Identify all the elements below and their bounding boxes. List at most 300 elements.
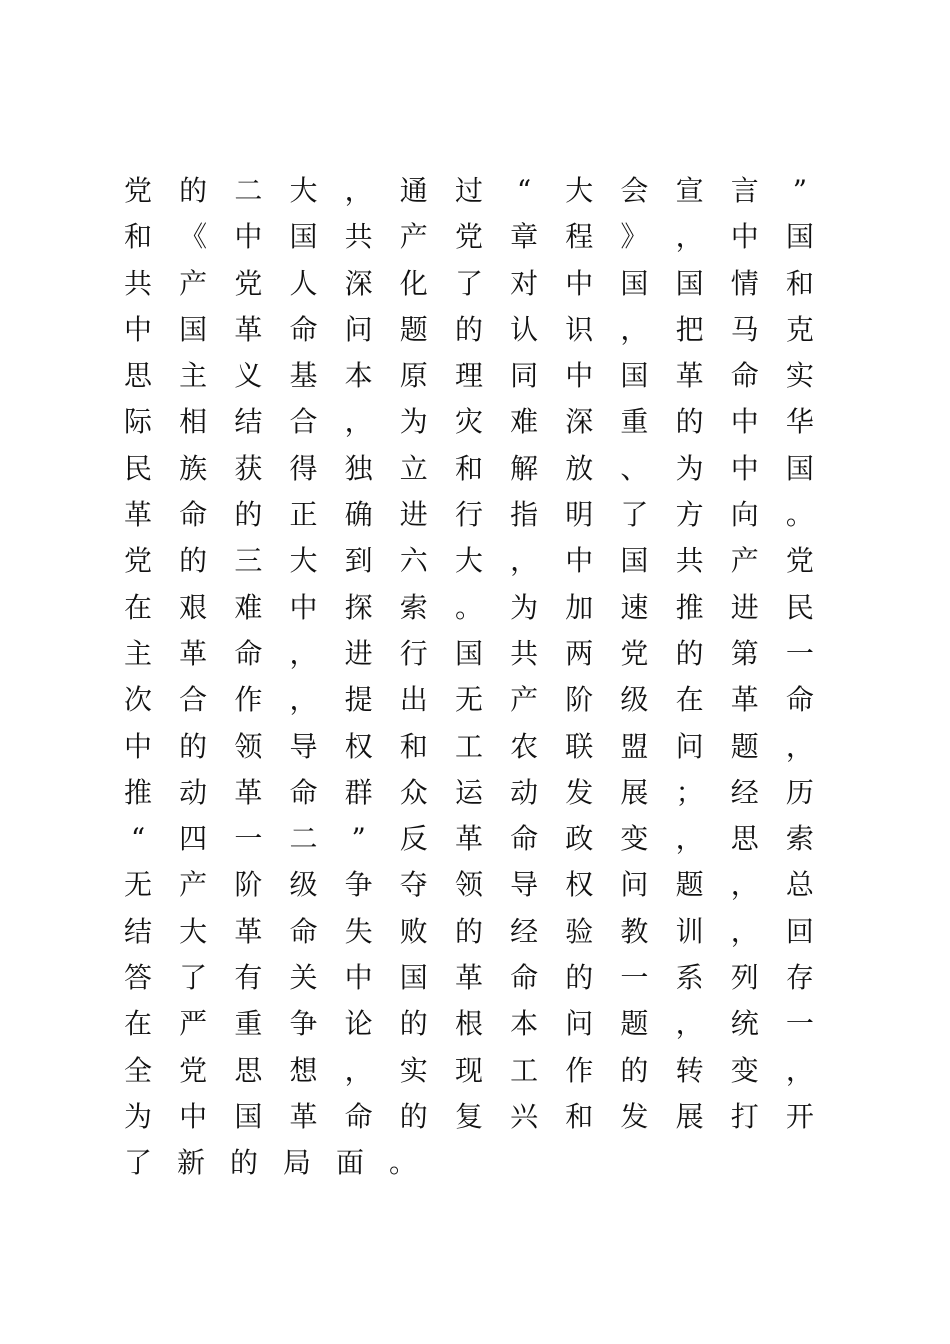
character: 的 bbox=[399, 1099, 428, 1133]
character: 难 bbox=[510, 405, 539, 439]
character: 党 bbox=[179, 1053, 208, 1087]
character: 合 bbox=[289, 405, 318, 439]
character: 革 bbox=[454, 822, 483, 856]
character: 争 bbox=[344, 868, 373, 902]
character: 的 bbox=[399, 1007, 428, 1041]
character: 政 bbox=[565, 822, 594, 856]
character: 华 bbox=[785, 405, 814, 439]
character: ， bbox=[510, 544, 539, 578]
character: 深 bbox=[565, 405, 594, 439]
character: ， bbox=[785, 729, 814, 763]
character: 了 bbox=[179, 961, 208, 995]
character: 革 bbox=[289, 1099, 318, 1133]
character: 化 bbox=[399, 266, 428, 300]
character: 群 bbox=[344, 775, 373, 809]
character: 的 bbox=[675, 405, 704, 439]
character: 本 bbox=[344, 359, 373, 393]
character: 结 bbox=[234, 405, 263, 439]
text-line bbox=[124, 261, 814, 307]
character: ， bbox=[785, 1053, 814, 1087]
character: 阶 bbox=[565, 683, 594, 717]
character: 展 bbox=[675, 1099, 704, 1133]
character: 在 bbox=[124, 590, 153, 624]
character: 通 bbox=[399, 174, 428, 207]
character: 现 bbox=[454, 1053, 483, 1087]
character: 章 bbox=[510, 220, 539, 254]
character: 国 bbox=[454, 636, 483, 670]
character: 验 bbox=[565, 914, 594, 948]
character: 的 bbox=[234, 498, 263, 532]
character: 局 bbox=[283, 1146, 312, 1180]
character: 问 bbox=[620, 868, 649, 902]
character: 艰 bbox=[179, 590, 208, 624]
character: 发 bbox=[565, 775, 594, 809]
character: 本 bbox=[510, 1007, 539, 1041]
character: 同 bbox=[510, 359, 539, 393]
character: 结 bbox=[124, 914, 153, 948]
character: 题 bbox=[675, 868, 704, 902]
character: 全 bbox=[124, 1053, 153, 1087]
body-text bbox=[124, 168, 814, 1187]
character: ， bbox=[289, 683, 318, 717]
character: 人 bbox=[289, 266, 318, 300]
character: 动 bbox=[179, 775, 208, 809]
character: 的 bbox=[454, 914, 483, 948]
character: ” bbox=[351, 822, 366, 856]
character: 阶 bbox=[234, 868, 263, 902]
character: 党 bbox=[620, 636, 649, 670]
character: 兴 bbox=[510, 1099, 539, 1133]
character: 无 bbox=[454, 683, 483, 717]
character: 情 bbox=[730, 266, 759, 300]
character: 的 bbox=[179, 729, 208, 763]
character: 和 bbox=[454, 451, 483, 485]
character: 族 bbox=[179, 451, 208, 485]
character: ， bbox=[730, 914, 759, 948]
character: 论 bbox=[344, 1007, 373, 1041]
character: 立 bbox=[399, 451, 428, 485]
character: 革 bbox=[234, 775, 263, 809]
character: 灾 bbox=[454, 405, 483, 439]
character: 的 bbox=[675, 636, 704, 670]
character: ； bbox=[675, 775, 704, 809]
character: 中 bbox=[730, 220, 759, 254]
character: 党 bbox=[454, 220, 483, 254]
character: 中 bbox=[565, 359, 594, 393]
character: 共 bbox=[510, 636, 539, 670]
character: 国 bbox=[399, 961, 428, 995]
character: 国 bbox=[785, 220, 814, 254]
character: 严 bbox=[179, 1007, 208, 1041]
character: 根 bbox=[454, 1007, 483, 1041]
text-line-last bbox=[124, 1140, 814, 1186]
character: 理 bbox=[454, 359, 483, 393]
character: 推 bbox=[124, 775, 153, 809]
character: 题 bbox=[620, 1007, 649, 1041]
character: 了 bbox=[620, 498, 649, 532]
character: 方 bbox=[675, 498, 704, 532]
character: 进 bbox=[399, 498, 428, 532]
character: 训 bbox=[675, 914, 704, 948]
character: 列 bbox=[730, 961, 759, 995]
character: ， bbox=[344, 174, 373, 207]
character: 中 bbox=[289, 590, 318, 624]
character: 命 bbox=[179, 498, 208, 532]
character: 命 bbox=[510, 961, 539, 995]
character: 过 bbox=[454, 174, 483, 207]
character: 和 bbox=[565, 1099, 594, 1133]
character: 了 bbox=[454, 266, 483, 300]
character: 和 bbox=[399, 729, 428, 763]
character: 想 bbox=[289, 1053, 318, 1087]
character: 联 bbox=[565, 729, 594, 763]
character: 为 bbox=[510, 590, 539, 624]
character: 导 bbox=[510, 868, 539, 902]
character: 面 bbox=[336, 1146, 365, 1180]
character: 命 bbox=[730, 359, 759, 393]
character: 的 bbox=[565, 961, 594, 995]
character: 作 bbox=[234, 683, 263, 717]
character: 进 bbox=[344, 636, 373, 670]
character: 推 bbox=[675, 590, 704, 624]
character: 产 bbox=[510, 683, 539, 717]
character: 夺 bbox=[399, 868, 428, 902]
character: 言 bbox=[730, 174, 759, 207]
character: 两 bbox=[565, 636, 594, 670]
character: 认 bbox=[510, 312, 539, 346]
text-line bbox=[124, 307, 814, 353]
character: 三 bbox=[234, 544, 263, 578]
character: 发 bbox=[620, 1099, 649, 1133]
character: 思 bbox=[730, 822, 759, 856]
text-line bbox=[124, 955, 814, 1001]
character: 权 bbox=[565, 868, 594, 902]
character: 。 bbox=[389, 1146, 418, 1180]
character: 国 bbox=[620, 544, 649, 578]
character: 命 bbox=[289, 312, 318, 346]
character: 国 bbox=[620, 359, 649, 393]
text-line bbox=[124, 585, 814, 631]
character: 中 bbox=[730, 451, 759, 485]
character: 行 bbox=[454, 498, 483, 532]
character: 基 bbox=[289, 359, 318, 393]
character: 为 bbox=[124, 1099, 153, 1133]
character: 民 bbox=[124, 451, 153, 485]
text-line bbox=[124, 538, 814, 584]
character: 大 bbox=[454, 544, 483, 578]
character: 新 bbox=[177, 1146, 206, 1180]
character: 历 bbox=[785, 775, 814, 809]
character: 解 bbox=[510, 451, 539, 485]
character: 领 bbox=[234, 729, 263, 763]
character: 革 bbox=[454, 961, 483, 995]
character: 革 bbox=[730, 683, 759, 717]
character: ” bbox=[792, 174, 808, 207]
character: 独 bbox=[344, 451, 373, 485]
character: 主 bbox=[179, 359, 208, 393]
character: 争 bbox=[289, 1007, 318, 1041]
character: 》 bbox=[620, 220, 649, 254]
character: 命 bbox=[289, 914, 318, 948]
character: 识 bbox=[565, 312, 594, 346]
character: 国 bbox=[179, 312, 208, 346]
character: 思 bbox=[234, 1053, 263, 1087]
character: 国 bbox=[785, 451, 814, 485]
character: 索 bbox=[785, 822, 814, 856]
character: 程 bbox=[565, 220, 594, 254]
character: 实 bbox=[785, 359, 814, 393]
character: 中 bbox=[565, 544, 594, 578]
text-line bbox=[124, 862, 814, 908]
character: 四 bbox=[179, 822, 208, 856]
text-line bbox=[124, 492, 814, 538]
character: 的 bbox=[179, 174, 208, 207]
character: 一 bbox=[785, 636, 814, 670]
character: 加 bbox=[565, 590, 594, 624]
character: 。 bbox=[454, 590, 483, 624]
character: ， bbox=[344, 405, 373, 439]
character: 党 bbox=[785, 544, 814, 578]
character: 确 bbox=[344, 498, 373, 532]
character: 中 bbox=[730, 405, 759, 439]
character: 在 bbox=[675, 683, 704, 717]
character: 合 bbox=[179, 683, 208, 717]
character: 产 bbox=[179, 266, 208, 300]
character: 命 bbox=[510, 822, 539, 856]
character: 相 bbox=[179, 405, 208, 439]
character: 了 bbox=[124, 1146, 153, 1180]
character: 复 bbox=[454, 1099, 483, 1133]
text-line bbox=[124, 631, 814, 677]
character: 中 bbox=[124, 729, 153, 763]
character: 实 bbox=[399, 1053, 428, 1087]
character: 回 bbox=[785, 914, 814, 948]
character: 革 bbox=[124, 498, 153, 532]
text-line bbox=[124, 677, 814, 723]
character: 产 bbox=[730, 544, 759, 578]
character: 党 bbox=[124, 544, 153, 578]
character: 得 bbox=[289, 451, 318, 485]
character: 中 bbox=[565, 266, 594, 300]
character: 二 bbox=[234, 174, 263, 207]
character: 经 bbox=[510, 914, 539, 948]
character: 国 bbox=[234, 1099, 263, 1133]
character: 题 bbox=[399, 312, 428, 346]
character: 存 bbox=[785, 961, 814, 995]
character: 马 bbox=[730, 312, 759, 346]
character: 变 bbox=[620, 822, 649, 856]
character: 权 bbox=[344, 729, 373, 763]
character: 问 bbox=[344, 312, 373, 346]
text-line bbox=[124, 399, 814, 445]
character: 为 bbox=[675, 451, 704, 485]
character: 克 bbox=[785, 312, 814, 346]
character: 明 bbox=[565, 498, 594, 532]
character: 党 bbox=[234, 266, 263, 300]
text-line bbox=[124, 1001, 814, 1047]
character: ， bbox=[289, 636, 318, 670]
character: 大 bbox=[289, 174, 318, 207]
character: 国 bbox=[620, 266, 649, 300]
character: 国 bbox=[289, 220, 318, 254]
character: 总 bbox=[785, 868, 814, 902]
character: 行 bbox=[399, 636, 428, 670]
character: 变 bbox=[730, 1053, 759, 1087]
character: 展 bbox=[620, 775, 649, 809]
character: 败 bbox=[399, 914, 428, 948]
character: 一 bbox=[234, 822, 263, 856]
character: 命 bbox=[234, 636, 263, 670]
character: 义 bbox=[234, 359, 263, 393]
character: 农 bbox=[510, 729, 539, 763]
character: 正 bbox=[289, 498, 318, 532]
character: 革 bbox=[234, 312, 263, 346]
character: 原 bbox=[399, 359, 428, 393]
character: 速 bbox=[620, 590, 649, 624]
character: 为 bbox=[399, 405, 428, 439]
character: 作 bbox=[565, 1053, 594, 1087]
character: 六 bbox=[399, 544, 428, 578]
character: 革 bbox=[179, 636, 208, 670]
character: 产 bbox=[399, 220, 428, 254]
character: ， bbox=[730, 868, 759, 902]
character: 题 bbox=[730, 729, 759, 763]
character: 产 bbox=[179, 868, 208, 902]
character: 、 bbox=[620, 451, 649, 485]
character: 进 bbox=[730, 590, 759, 624]
character: ， bbox=[675, 1007, 704, 1041]
text-line bbox=[124, 816, 814, 862]
character: 际 bbox=[124, 405, 153, 439]
character: 的 bbox=[454, 312, 483, 346]
character: 工 bbox=[510, 1053, 539, 1087]
character: 在 bbox=[124, 1007, 153, 1041]
text-line bbox=[124, 168, 814, 214]
text-line bbox=[124, 770, 814, 816]
character: 系 bbox=[675, 961, 704, 995]
character: 第 bbox=[730, 636, 759, 670]
character: 共 bbox=[675, 544, 704, 578]
character: 命 bbox=[344, 1099, 373, 1133]
character: 指 bbox=[510, 498, 539, 532]
character: 获 bbox=[234, 451, 263, 485]
character: 导 bbox=[289, 729, 318, 763]
character: 民 bbox=[785, 590, 814, 624]
text-line bbox=[124, 1094, 814, 1140]
character: 的 bbox=[230, 1146, 259, 1180]
character: 和 bbox=[124, 220, 153, 254]
character: 领 bbox=[454, 868, 483, 902]
character: 众 bbox=[399, 775, 428, 809]
text-line bbox=[124, 353, 814, 399]
character: 工 bbox=[454, 729, 483, 763]
character: 关 bbox=[289, 961, 318, 995]
character: 问 bbox=[675, 729, 704, 763]
character: 共 bbox=[344, 220, 373, 254]
character: 级 bbox=[620, 683, 649, 717]
character: 动 bbox=[510, 775, 539, 809]
character: 中 bbox=[234, 220, 263, 254]
character: 。 bbox=[785, 498, 814, 532]
character: 打 bbox=[730, 1099, 759, 1133]
character: 反 bbox=[399, 822, 428, 856]
character: 中 bbox=[344, 961, 373, 995]
character: 难 bbox=[234, 590, 263, 624]
character: 党 bbox=[124, 174, 153, 207]
character: 对 bbox=[510, 266, 539, 300]
character: 《 bbox=[179, 220, 208, 254]
character: 大 bbox=[179, 914, 208, 948]
character: 重 bbox=[234, 1007, 263, 1041]
character: 重 bbox=[620, 405, 649, 439]
character: 无 bbox=[124, 868, 153, 902]
character: 革 bbox=[234, 914, 263, 948]
character: 有 bbox=[234, 961, 263, 995]
text-line bbox=[124, 214, 814, 260]
text-line bbox=[124, 724, 814, 770]
character: 运 bbox=[454, 775, 483, 809]
text-line bbox=[124, 909, 814, 955]
character: 教 bbox=[620, 914, 649, 948]
character: 革 bbox=[675, 359, 704, 393]
character: ， bbox=[344, 1053, 373, 1087]
character: 出 bbox=[399, 683, 428, 717]
character: 失 bbox=[344, 914, 373, 948]
character: 一 bbox=[785, 1007, 814, 1041]
character: 国 bbox=[675, 266, 704, 300]
character: 级 bbox=[289, 868, 318, 902]
character: 大 bbox=[565, 174, 594, 207]
character: 把 bbox=[675, 312, 704, 346]
character: 会 bbox=[620, 174, 649, 207]
character: 提 bbox=[344, 683, 373, 717]
character: 宣 bbox=[675, 174, 704, 207]
character: 问 bbox=[565, 1007, 594, 1041]
character: 转 bbox=[675, 1053, 704, 1087]
character: 中 bbox=[124, 312, 153, 346]
character: 二 bbox=[289, 822, 318, 856]
character: 答 bbox=[124, 961, 153, 995]
character: 大 bbox=[289, 544, 318, 578]
character: 和 bbox=[785, 266, 814, 300]
character: 的 bbox=[620, 1053, 649, 1087]
character: 共 bbox=[124, 266, 153, 300]
character: ， bbox=[620, 312, 649, 346]
character: ， bbox=[675, 822, 704, 856]
character: 一 bbox=[620, 961, 649, 995]
character: 开 bbox=[785, 1099, 814, 1133]
character: 思 bbox=[124, 359, 153, 393]
character: 中 bbox=[179, 1099, 208, 1133]
character: 探 bbox=[344, 590, 373, 624]
text-line bbox=[124, 446, 814, 492]
character: 到 bbox=[344, 544, 373, 578]
character: 盟 bbox=[620, 729, 649, 763]
character: 向 bbox=[730, 498, 759, 532]
character: “ bbox=[516, 174, 532, 207]
character: “ bbox=[130, 822, 146, 856]
character: 命 bbox=[785, 683, 814, 717]
character: 索 bbox=[399, 590, 428, 624]
character: 次 bbox=[124, 683, 153, 717]
character: 放 bbox=[565, 451, 594, 485]
character: 主 bbox=[124, 636, 153, 670]
text-line bbox=[124, 1048, 814, 1094]
character: 命 bbox=[289, 775, 318, 809]
character: ， bbox=[675, 220, 704, 254]
character: 统 bbox=[730, 1007, 759, 1041]
character: 经 bbox=[730, 775, 759, 809]
